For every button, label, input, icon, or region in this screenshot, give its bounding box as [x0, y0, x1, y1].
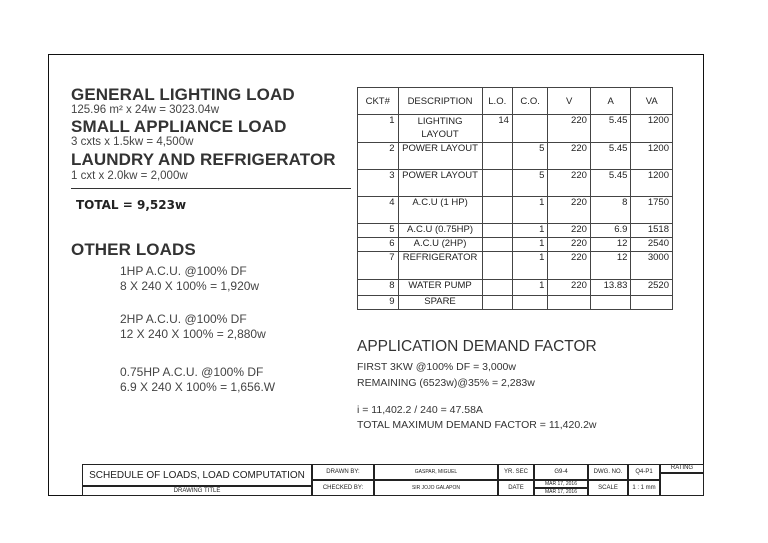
cell-ckt: 3	[358, 170, 399, 197]
laundry-calc: 1 cxt x 2.0kw = 2,000w	[71, 170, 188, 182]
table-row	[358, 296, 673, 310]
cell-lo	[482, 143, 512, 170]
rating-value	[660, 473, 704, 496]
cell-a: 12	[590, 252, 631, 280]
cell-ckt: 9	[358, 296, 399, 310]
cell-lo	[482, 252, 512, 280]
cell-a: 8	[590, 197, 631, 224]
cell-desc: POWER LAYOUT	[398, 143, 482, 170]
yr-sec-value: G9-4	[534, 464, 588, 480]
scale-label: SCALE	[588, 480, 628, 496]
cell-va	[631, 296, 673, 310]
drawing-title-label: DRAWING TITLE	[82, 486, 312, 496]
cell-co: 1	[512, 280, 547, 296]
schedule-title: SCHEDULE OF LOADS, LOAD COMPUTATION	[82, 464, 312, 486]
cell-desc: SPARE	[398, 296, 482, 310]
small-appliance-calc: 3 cxts x 1.5kw = 4,500w	[71, 136, 194, 148]
cell-co	[512, 115, 547, 143]
current-computation: i = 11,402.2 / 240 = 47.58A	[357, 404, 483, 416]
cell-lo: 14	[482, 115, 512, 143]
cell-co: 1	[512, 224, 547, 238]
cell-lo	[482, 170, 512, 197]
cell-co: 1	[512, 197, 547, 224]
cell-co: 5	[512, 143, 547, 170]
cell-co: 1	[512, 252, 547, 280]
cell-v: 220	[548, 143, 591, 170]
cell-ckt: 8	[358, 280, 399, 296]
cell-v: 220	[548, 252, 591, 280]
demand-factor-title: APPLICATION DEMAND FACTOR	[357, 338, 597, 355]
other-load-name: 0.75HP A.C.U. @100% DF	[120, 365, 264, 379]
cell-a: 13.83	[590, 280, 631, 296]
demand-factor-line: REMAINING (6523w)@35% = 2,283w	[357, 377, 535, 389]
cell-a: 6.9	[590, 224, 631, 238]
cell-v: 220	[548, 238, 591, 252]
checked-by-label: CHECKED BY:	[312, 480, 374, 496]
demand-factor-line: FIRST 3KW @100% DF = 3,000w	[357, 361, 516, 373]
schedule-of-loads-table	[357, 87, 673, 310]
cell-a	[590, 296, 631, 310]
cell-va: 1200	[631, 143, 673, 170]
cell-lo	[482, 280, 512, 296]
general-lighting-title: GENERAL LIGHTING LOAD	[71, 85, 295, 104]
cell-ckt: 2	[358, 143, 399, 170]
cell-va: 1518	[631, 224, 673, 238]
table-row	[358, 252, 673, 280]
cell-desc: POWER LAYOUT	[398, 170, 482, 197]
other-load-name: 1HP A.C.U. @100% DF	[120, 264, 247, 278]
table-row	[358, 143, 673, 170]
table-row	[358, 115, 673, 143]
cell-desc: A.C.U (1 HP)	[398, 197, 482, 224]
date-value: MAR 17, 2016	[534, 480, 588, 488]
cell-v	[548, 296, 591, 310]
total-load: TOTAL = 9,523w	[76, 198, 187, 212]
date-label: DATE	[498, 480, 534, 496]
cell-a: 12	[590, 238, 631, 252]
cell-va: 1200	[631, 115, 673, 143]
header-a: A	[590, 88, 631, 115]
header-co: C.O.	[512, 88, 547, 115]
cell-v: 220	[548, 115, 591, 143]
yr-sec-label: YR. SEC	[498, 464, 534, 480]
dwg-no-value: Q4-P1	[628, 464, 660, 480]
header-description: DESCRIPTION	[398, 88, 482, 115]
cell-desc: A.C.U (0.75HP)	[398, 224, 482, 238]
cell-v: 220	[548, 280, 591, 296]
cell-lo	[482, 238, 512, 252]
cell-co: 1	[512, 238, 547, 252]
cell-va: 1200	[631, 170, 673, 197]
header-lo: L.O.	[482, 88, 512, 115]
cell-desc: WATER PUMP	[398, 280, 482, 296]
total-divider	[71, 188, 351, 189]
checked-by-value: SIR JOJO GALAPON	[374, 480, 498, 496]
cell-co: 5	[512, 170, 547, 197]
cell-va: 2520	[631, 280, 673, 296]
header-v: V	[548, 88, 591, 115]
cell-lo	[482, 197, 512, 224]
table-row	[358, 170, 673, 197]
cell-ckt: 1	[358, 115, 399, 143]
cell-desc: LIGHTING LAYOUT	[398, 115, 482, 143]
cell-lo	[482, 296, 512, 310]
scale-value: 1 : 1 mm	[628, 480, 660, 496]
other-loads-title: OTHER LOADS	[71, 240, 196, 259]
laundry-title: LAUNDRY AND REFRIGERATOR	[71, 150, 336, 169]
table-row	[358, 238, 673, 252]
cell-va: 1750	[631, 197, 673, 224]
cell-va: 2540	[631, 238, 673, 252]
cell-v: 220	[548, 224, 591, 238]
cell-va: 3000	[631, 252, 673, 280]
other-load-calc: 8 X 240 X 100% = 1,920w	[120, 279, 260, 293]
cell-ckt: 6	[358, 238, 399, 252]
rating-label: RATING	[660, 464, 704, 473]
cell-a: 5.45	[590, 143, 631, 170]
cell-v: 220	[548, 197, 591, 224]
cell-lo	[482, 224, 512, 238]
table-row	[358, 224, 673, 238]
cell-ckt: 5	[358, 224, 399, 238]
total-max-demand: TOTAL MAXIMUM DEMAND FACTOR = 11,420.2w	[357, 419, 597, 431]
cell-ckt: 4	[358, 197, 399, 224]
header-va: VA	[631, 88, 673, 115]
title-block	[48, 464, 704, 496]
drawn-by-label: DRAWN BY:	[312, 464, 374, 480]
other-load-calc: 12 X 240 X 100% = 2,880w	[120, 327, 266, 341]
table-row	[358, 280, 673, 296]
drawn-by-value: GASPAR, MIGUEL	[374, 464, 498, 480]
dwg-no-label: DWG. NO.	[588, 464, 628, 480]
cell-a: 5.45	[590, 170, 631, 197]
date-value: MAR 17, 2016	[534, 488, 588, 496]
cell-co	[512, 296, 547, 310]
cell-v: 220	[548, 170, 591, 197]
table-header-row	[358, 88, 673, 115]
general-lighting-calc: 125.96 m² x 24w = 3023.04w	[71, 104, 219, 116]
cell-desc: A.C.U (2HP)	[398, 238, 482, 252]
other-load-name: 2HP A.C.U. @100% DF	[120, 312, 247, 326]
table-row	[358, 197, 673, 224]
small-appliance-title: SMALL APPLIANCE LOAD	[71, 117, 287, 136]
cell-desc: REFRIGERATOR	[398, 252, 482, 280]
cell-ckt: 7	[358, 252, 399, 280]
other-load-calc: 6.9 X 240 X 100% = 1,656.W	[120, 380, 276, 394]
header-ckt: CKT#	[358, 88, 399, 115]
cell-a: 5.45	[590, 115, 631, 143]
